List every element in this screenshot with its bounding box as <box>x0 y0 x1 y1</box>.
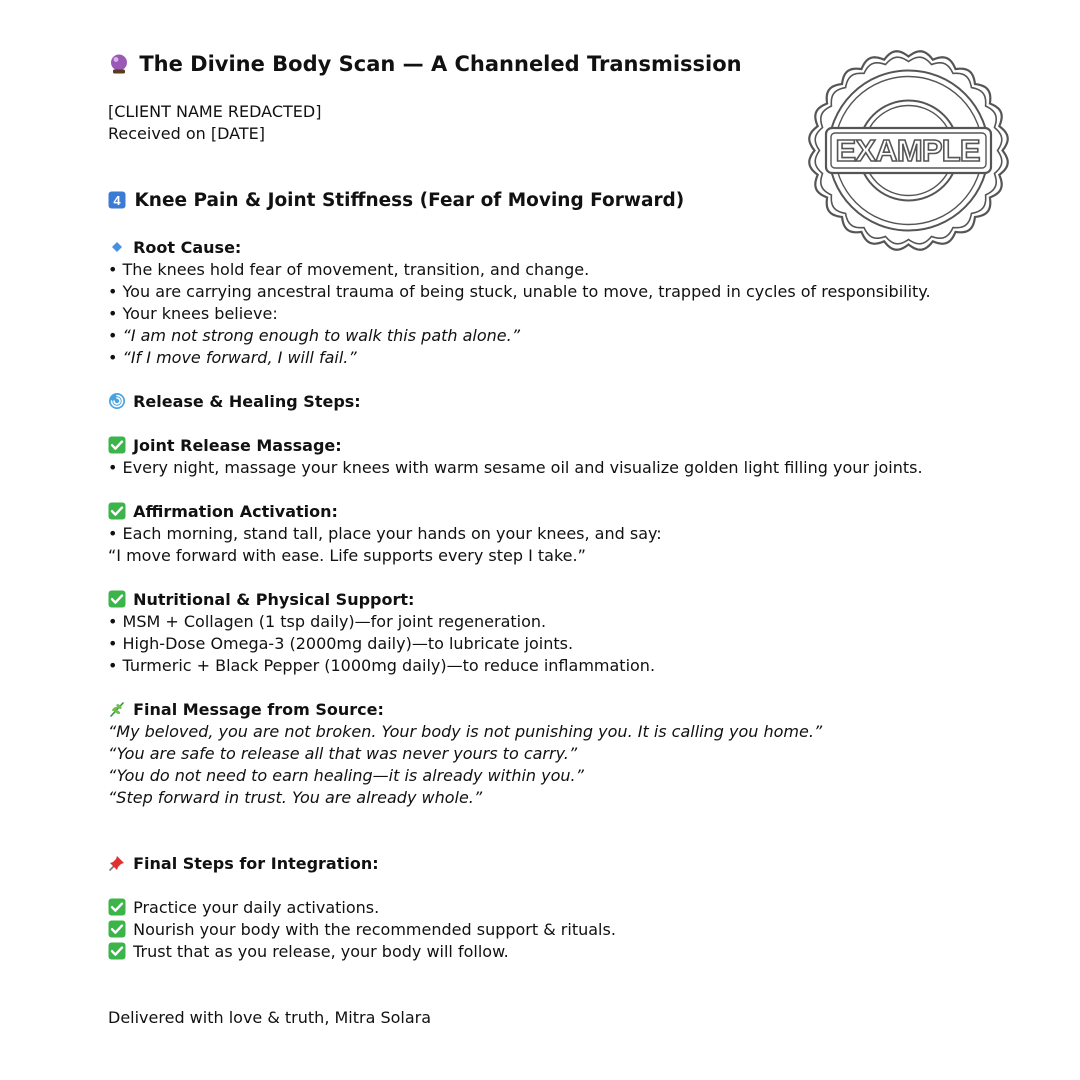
source-quote: “You are safe to release all that was never yours to carry.” <box>108 744 578 763</box>
nutrition-item: • High-Dose Omega-3 (2000mg daily)—to lubricate joints. <box>108 634 574 653</box>
massage-item: • Every night, massage your knees with warm sesame oil and visualize golden light filling your joints. <box>108 458 923 477</box>
pushpin-icon <box>108 854 126 872</box>
example-stamp <box>806 48 1011 253</box>
check-mark-icon <box>108 942 126 960</box>
herb-icon <box>108 700 126 718</box>
root-cause-item: • Your knees believe: <box>108 304 278 323</box>
client-name: [CLIENT NAME REDACTED] <box>108 102 322 121</box>
belief-item: • “If I move forward, I will fail.” <box>108 348 357 367</box>
check-mark-icon <box>108 590 126 608</box>
cyclone-icon <box>108 392 126 410</box>
integration-item: Practice your daily activations. <box>108 897 379 919</box>
nutrition-item: • MSM + Collagen (1 tsp daily)—for joint regeneration. <box>108 612 547 631</box>
section-heading: 4 Knee Pain & Joint Stiffness (Fear of Moving Forward) <box>108 188 684 214</box>
stamp-text: EXAMPLE <box>835 133 982 168</box>
keycap-number: 4 <box>113 193 121 208</box>
belief-item: • “I am not strong enough to walk this path alone.” <box>108 326 521 345</box>
affirmation-item: • Each morning, stand tall, place your hands on your knees, and say: <box>108 524 662 543</box>
release-label: Release & Healing Steps: <box>108 391 361 413</box>
received-date: Received on [DATE] <box>108 124 266 143</box>
affirmation-label: Affirmation Activation: <box>108 501 338 523</box>
source-quote: “My beloved, you are not broken. Your body is not punishing you. It is calling you home.” <box>108 722 823 741</box>
nutrition-item: • Turmeric + Black Pepper (1000mg daily)—to reduce inflammation. <box>108 656 656 675</box>
root-cause-item: • You are carrying ancestral trauma of being stuck, unable to move, trapped in cycles of responsibility. <box>108 282 931 301</box>
integration-item: Trust that as you release, your body will follow. <box>108 941 509 963</box>
check-mark-icon <box>108 920 126 938</box>
root-cause-item: • The knees hold fear of movement, transition, and change. <box>108 260 590 279</box>
root-cause-label: Root Cause: <box>108 237 241 259</box>
affirmation-item: “I move forward with ease. Life supports every step I take.” <box>108 546 586 565</box>
integration-label: Final Steps for Integration: <box>108 853 379 875</box>
check-mark-icon <box>108 502 126 520</box>
final-message-label: Final Message from Source: <box>108 699 384 721</box>
check-mark-icon <box>108 436 126 454</box>
check-mark-icon <box>108 898 126 916</box>
blue-diamond-icon <box>108 238 126 256</box>
source-quote: “You do not need to earn healing—it is already within you.” <box>108 766 584 785</box>
source-quote: “Step forward in trust. You are already whole.” <box>108 788 483 807</box>
keycap-4-icon <box>108 191 126 209</box>
signature: Delivered with love & truth, Mitra Solara <box>108 1008 432 1027</box>
crystal-ball-icon <box>108 53 130 75</box>
page-title: The Divine Body Scan — A Channeled Transmission <box>108 50 742 78</box>
joint-massage-label: Joint Release Massage: <box>108 435 342 457</box>
nutrition-label: Nutritional & Physical Support: <box>108 589 414 611</box>
integration-item: Nourish your body with the recommended support & rituals. <box>108 919 616 941</box>
